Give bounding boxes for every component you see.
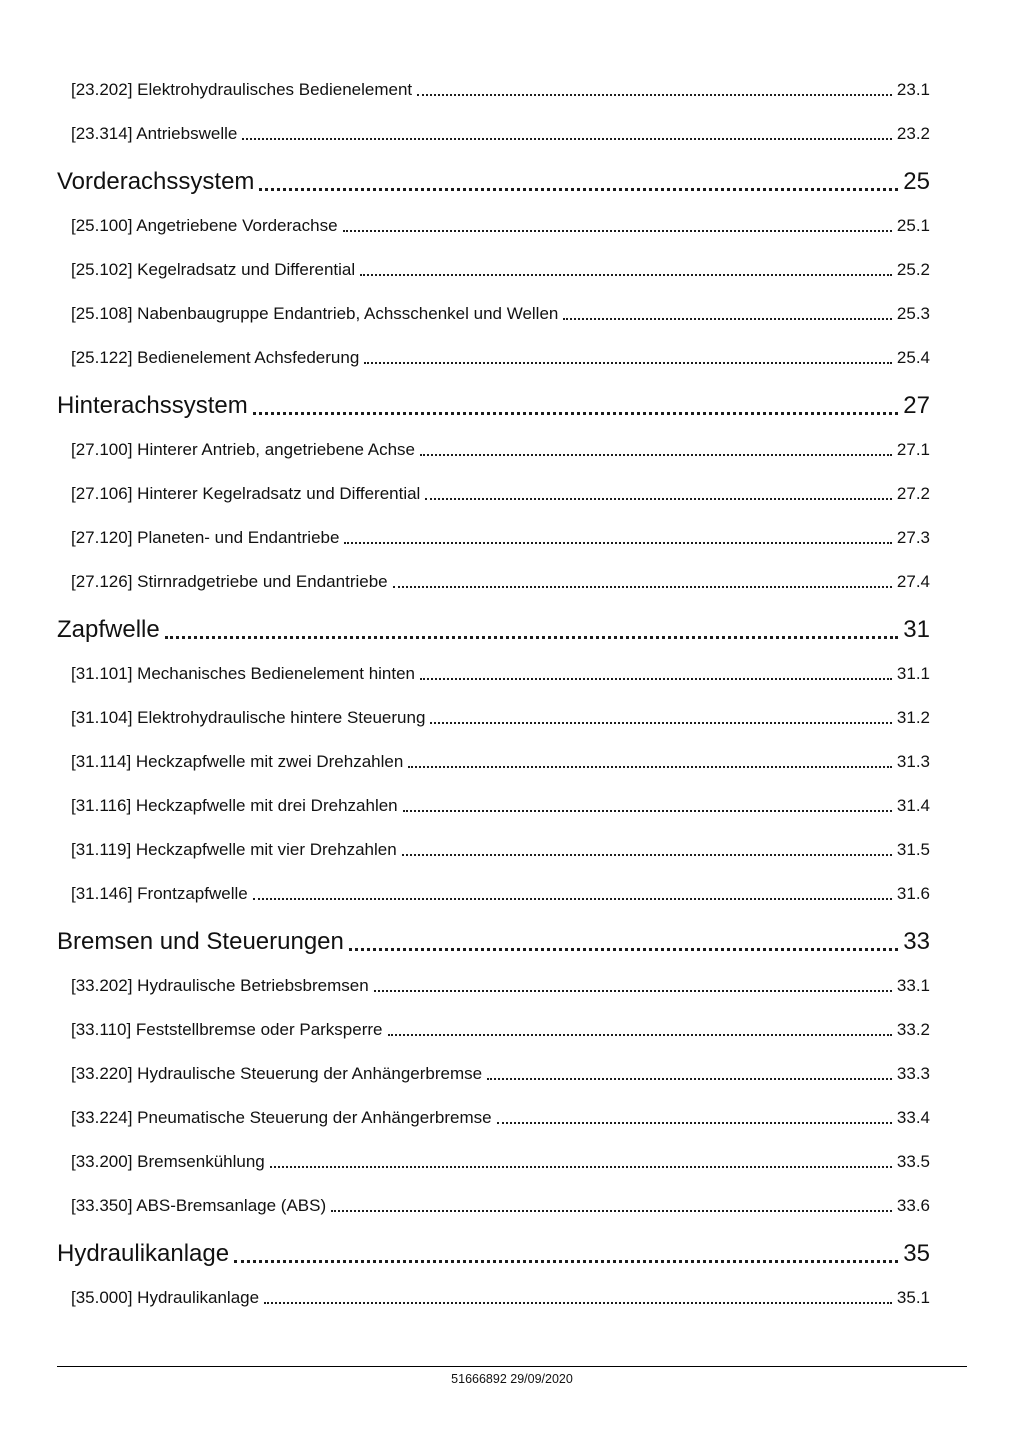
toc-entry-page: 27.1 xyxy=(896,440,930,459)
toc-leader-dots xyxy=(497,1122,892,1124)
toc-leader-dots xyxy=(364,362,892,364)
toc-entry-page: 31.3 xyxy=(896,752,930,771)
toc-leader-dots xyxy=(408,766,892,768)
toc-entry-page: 31.5 xyxy=(896,840,930,859)
toc-entry-page: 27 xyxy=(903,392,930,419)
toc-entry-page: 35.1 xyxy=(896,1288,930,1307)
toc-leader-dots xyxy=(270,1166,892,1168)
toc-entry-label: [33.110] Feststellbremse oder Parksperre xyxy=(71,1020,383,1039)
page-footer xyxy=(57,1366,967,1386)
toc-item-row xyxy=(57,80,930,100)
toc-entry-label: [25.102] Kegelradsatz und Differential xyxy=(71,260,356,279)
toc-item-row xyxy=(57,752,930,772)
toc-leader-dots xyxy=(349,948,898,951)
toc-entry-label: [25.108] Nabenbaugruppe Endantrieb, Achsschenkel und Wellen xyxy=(71,304,559,323)
toc-section-row xyxy=(57,616,930,644)
toc-entry-label: [33.200] Bremsenkühlung xyxy=(71,1152,265,1171)
toc-entry-page: 33.5 xyxy=(896,1152,930,1171)
toc-entry-page: 31.6 xyxy=(896,884,930,903)
toc-leader-dots xyxy=(234,1260,898,1263)
toc-item-row xyxy=(57,216,930,236)
toc-item-row xyxy=(57,1108,930,1128)
toc-item-row xyxy=(57,572,930,592)
toc-entry-label: [27.126] Stirnradgetriebe und Endantriebe xyxy=(71,572,388,591)
toc-entry-page: 33.2 xyxy=(896,1020,930,1039)
toc-leader-dots xyxy=(253,412,899,415)
toc-leader-dots xyxy=(420,678,892,680)
toc-leader-dots xyxy=(264,1302,892,1304)
toc-entry-page: 27.3 xyxy=(896,528,930,547)
toc-item-row xyxy=(57,1020,930,1040)
toc-item-row xyxy=(57,1152,930,1172)
toc-item-row xyxy=(57,1196,930,1216)
toc-entry-page: 33.3 xyxy=(896,1064,930,1083)
toc-entry-page: 35 xyxy=(903,1240,930,1267)
toc-section-row xyxy=(57,168,930,196)
toc-leader-dots xyxy=(259,188,898,191)
toc-leader-dots xyxy=(417,94,892,96)
toc-entry-label: [23.314] Antriebswelle xyxy=(71,124,238,143)
toc-entry-page: 23.1 xyxy=(896,80,930,99)
toc-item-row xyxy=(57,976,930,996)
toc-item-row xyxy=(57,664,930,684)
toc-leader-dots xyxy=(402,854,892,856)
toc-entry-page: 31.2 xyxy=(896,708,930,727)
toc-entry-label: Zapfwelle xyxy=(57,616,160,643)
toc-entry-label: [25.100] Angetriebene Vorderachse xyxy=(71,216,338,235)
toc-entry-label: [27.120] Planeten- und Endantriebe xyxy=(71,528,340,547)
toc-leader-dots xyxy=(253,898,892,900)
toc-entry-label: [33.202] Hydraulische Betriebsbremsen xyxy=(71,976,369,995)
toc-leader-dots xyxy=(563,318,892,320)
toc-item-row xyxy=(57,840,930,860)
toc-entry-page: 27.2 xyxy=(896,484,930,503)
toc-item-row xyxy=(57,1288,930,1308)
toc-leader-dots xyxy=(403,810,892,812)
toc-entry-label: [25.122] Bedienelement Achsfederung xyxy=(71,348,360,367)
toc-leader-dots xyxy=(374,990,892,992)
toc-entry-page: 25 xyxy=(903,168,930,195)
toc-entry-label: [31.116] Heckzapfwelle mit drei Drehzahlen xyxy=(71,796,398,815)
toc-leader-dots xyxy=(487,1078,892,1080)
toc-entry-label: [35.000] Hydraulikanlage xyxy=(71,1288,260,1307)
toc-entry-label: [33.224] Pneumatische Steuerung der Anhängerbremse xyxy=(71,1108,492,1127)
toc-entry-page: 25.2 xyxy=(896,260,930,279)
toc-entry-label: [31.104] Elektrohydraulische hintere Steuerung xyxy=(71,708,426,727)
toc-item-row xyxy=(57,440,930,460)
toc-item-row xyxy=(57,124,930,144)
toc-entry-page: 33 xyxy=(903,928,930,955)
toc-leader-dots xyxy=(360,274,892,276)
toc-leader-dots xyxy=(393,586,892,588)
toc-entry-label: [31.119] Heckzapfwelle mit vier Drehzahlen xyxy=(71,840,397,859)
toc-entry-page: 25.1 xyxy=(896,216,930,235)
toc-entry-page: 33.1 xyxy=(896,976,930,995)
toc-section-row xyxy=(57,392,930,420)
toc-entry-label: Bremsen und Steuerungen xyxy=(57,928,344,955)
toc-entry-page: 25.3 xyxy=(896,304,930,323)
toc-leader-dots xyxy=(331,1210,892,1212)
toc-item-row xyxy=(57,708,930,728)
toc-entry-page: 31.1 xyxy=(896,664,930,683)
toc-section-row xyxy=(57,1240,930,1268)
toc-entry-label: [27.100] Hinterer Antrieb, angetriebene Achse xyxy=(71,440,416,459)
toc-entry-page: 31 xyxy=(903,616,930,643)
footer-doc-number-date: 51666892 29/09/2020 xyxy=(451,1372,573,1386)
toc-entry-label: [31.114] Heckzapfwelle mit zwei Drehzahlen xyxy=(71,752,404,771)
toc-leader-dots xyxy=(344,542,891,544)
toc-leader-dots xyxy=(343,230,892,232)
toc-entry-label: Hinterachssystem xyxy=(57,392,248,419)
toc-leader-dots xyxy=(420,454,892,456)
toc-leader-dots xyxy=(242,138,892,140)
toc-entry-page: 27.4 xyxy=(896,572,930,591)
toc-entry-label: [31.146] Frontzapfwelle xyxy=(71,884,248,903)
toc-item-row xyxy=(57,304,930,324)
toc-item-row xyxy=(57,884,930,904)
toc-leader-dots xyxy=(388,1034,892,1036)
toc-item-row xyxy=(57,484,930,504)
toc-item-row xyxy=(57,1064,930,1084)
toc-item-row xyxy=(57,348,930,368)
toc-entry-label: [31.101] Mechanisches Bedienelement hinten xyxy=(71,664,416,683)
toc-entry-page: 25.4 xyxy=(896,348,930,367)
toc-item-row xyxy=(57,528,930,548)
toc-leader-dots xyxy=(165,636,899,639)
toc-entry-page: 23.2 xyxy=(896,124,930,143)
toc-entry-label: [27.106] Hinterer Kegelradsatz und Differential xyxy=(71,484,421,503)
toc-entry-page: 33.6 xyxy=(896,1196,930,1215)
toc-entry-page: 33.4 xyxy=(896,1108,930,1127)
toc-leader-dots xyxy=(430,722,892,724)
toc-entry-label: [33.350] ABS-Bremsanlage (ABS) xyxy=(71,1196,327,1215)
table-of-contents xyxy=(57,80,930,1332)
toc-entry-label: Hydraulikanlage xyxy=(57,1240,230,1267)
toc-entry-label: Vorderachssystem xyxy=(57,168,255,195)
toc-entry-page: 31.4 xyxy=(896,796,930,815)
toc-section-row xyxy=(57,928,930,956)
toc-entry-label: [33.220] Hydraulische Steuerung der Anhängerbremse xyxy=(71,1064,483,1083)
toc-leader-dots xyxy=(425,498,892,500)
toc-entry-label: [23.202] Elektrohydraulisches Bedienelement xyxy=(71,80,413,99)
toc-item-row xyxy=(57,796,930,816)
toc-item-row xyxy=(57,260,930,280)
